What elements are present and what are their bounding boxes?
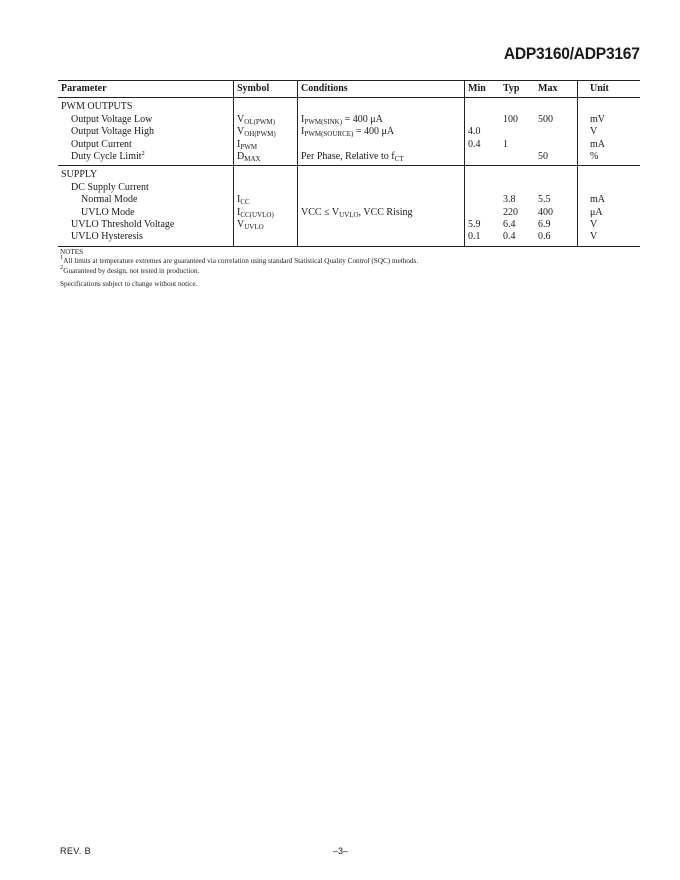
note-1: $^1$All limits at temperature extremes are guaranteed via correlation using standard Statistical Quality Control (SQC) methods. (60, 254, 419, 266)
max-value: 0.6 (538, 231, 551, 243)
unit-value: V (590, 218, 598, 230)
max-value: 5.5 (538, 194, 551, 206)
note-2: $^2$Guaranteed by design, not tested in production. (60, 263, 200, 275)
symbol-dmax: $D_{MAX}$ (237, 150, 261, 163)
typ-value: 6.4 (503, 218, 516, 230)
unit-value: mV (590, 113, 605, 125)
param-uvlo-threshold: UVLO Threshold Voltage (71, 218, 175, 230)
header-min: Min (465, 81, 501, 98)
revision-label: REV. B (60, 846, 92, 856)
condition-source: $I_{PWM(SOURCE)} = 400$ μA (301, 126, 395, 139)
typ-value (503, 151, 535, 163)
max-value: 50 (538, 150, 548, 162)
table-notes (60, 248, 418, 290)
notes-heading: NOTES (60, 248, 84, 256)
typ-value: 1 (503, 138, 508, 150)
param-dc-supply-current: DC Supply Current (71, 181, 149, 193)
supply-section (58, 166, 640, 246)
symbol-ipwm: $I_{PWM}$ (237, 138, 258, 151)
section-title-supply: SUPPLY (61, 169, 98, 181)
typ-value: 0.4 (503, 231, 516, 243)
max-value: 400 (538, 206, 553, 218)
table-row (58, 98, 640, 166)
min-value (468, 194, 500, 206)
header-typ: Typ (500, 81, 535, 98)
min-value (468, 114, 500, 126)
unit-value: μA (590, 206, 603, 218)
symbol-vuvlo: $V_{UVLO}$ (237, 218, 264, 231)
min-value: 5.9 (468, 218, 481, 230)
param-duty-cycle-limit: Duty Cycle Limit$^2$ (71, 149, 145, 162)
min-value: 0.1 (468, 231, 481, 243)
param-output-voltage-high: Output Voltage High (71, 126, 154, 138)
max-value (538, 139, 577, 151)
param-output-voltage-low: Output Voltage Low (71, 113, 153, 125)
unit-value: % (590, 150, 599, 162)
table-row (58, 166, 640, 246)
condition-per-phase: Per Phase, Relative to $f_{CT}$ (301, 150, 404, 163)
typ-value: 3.8 (503, 194, 516, 206)
spec-change-notice: Specifications subject to change without notice. (60, 280, 198, 289)
section-title-pwm: PWM OUTPUTS (61, 101, 133, 113)
pwm-outputs-section (58, 98, 640, 166)
specifications-table (58, 80, 640, 247)
param-normal-mode: Normal Mode (81, 194, 138, 206)
symbol-voh: $V_{OH(PWM)}$ (237, 126, 276, 139)
max-value: 500 (538, 113, 553, 125)
header-max: Max (535, 81, 578, 98)
param-uvlo-mode: UVLO Mode (81, 206, 135, 218)
header-symbol: Symbol (234, 81, 298, 98)
condition-sink: $I_{PWM(SINK)} = 400$ μA (301, 113, 383, 126)
page-number: –3– (333, 846, 349, 856)
min-value (468, 151, 500, 163)
param-output-current: Output Current (71, 138, 132, 150)
unit-value: mA (590, 138, 605, 150)
unit-value: V (590, 126, 598, 138)
header-unit: Unit (578, 81, 641, 98)
param-uvlo-hysteresis: UVLO Hysteresis (71, 231, 143, 243)
min-value: 4.0 (468, 126, 481, 138)
document-title: ADP3160/ADP3167 (504, 44, 640, 63)
symbol-icc: $I_{CC}$ (237, 194, 250, 207)
typ-value: 220 (503, 206, 518, 218)
symbol-vol: $V_{OL(PWM)}$ (237, 113, 275, 126)
typ-value: 100 (503, 113, 518, 125)
unit-value: V (590, 231, 598, 243)
unit-value: mA (590, 194, 605, 206)
min-value: 0.4 (468, 138, 481, 150)
condition-vcc-rising: VCC ≤ $V_{UVLO}$, VCC Rising (301, 206, 413, 219)
max-value (538, 126, 577, 138)
typ-value (503, 126, 535, 138)
header-conditions: Conditions (298, 81, 465, 98)
max-value: 6.9 (538, 218, 551, 230)
symbol-icc-uvlo: $I_{CC(UVLO)}$ (237, 206, 274, 219)
min-value (468, 207, 500, 219)
table-header-row (58, 81, 640, 98)
header-parameter: Parameter (58, 81, 234, 98)
